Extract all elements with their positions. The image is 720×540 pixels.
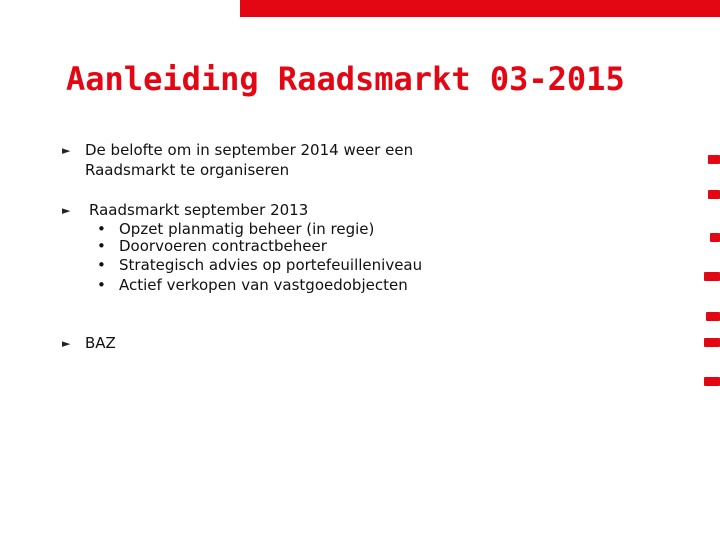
bullet-text: BAZ bbox=[85, 334, 116, 352]
slide-title: Aanleiding Raadsmarkt 03-2015 bbox=[66, 60, 625, 98]
bullet-arrow-icon: ► bbox=[62, 144, 71, 157]
side-accent-dash bbox=[706, 312, 720, 321]
bullet-text: Raadsmarkt te organiseren bbox=[85, 161, 290, 179]
bullet-text: De belofte om in september 2014 weer een bbox=[85, 141, 414, 159]
sub-bullet-item bbox=[97, 236, 327, 256]
sub-bullet-text: Actief verkopen van vastgoedobjecten bbox=[119, 276, 408, 294]
side-accent-dash bbox=[704, 377, 720, 386]
sub-bullet-item bbox=[97, 255, 422, 275]
side-accent-dash bbox=[708, 155, 720, 164]
sub-bullet-dot-icon: • bbox=[97, 256, 106, 274]
sub-bullet-text: Strategisch advies op portefeuilleniveau bbox=[119, 256, 423, 274]
sub-bullet-item bbox=[97, 275, 408, 295]
sub-bullet-dot-icon: • bbox=[97, 237, 106, 255]
side-accent-dash bbox=[710, 233, 720, 242]
sub-bullet-dot-icon: • bbox=[97, 220, 106, 238]
side-accent-dash bbox=[708, 190, 720, 199]
sub-bullet-text: Doorvoeren contractbeheer bbox=[119, 237, 327, 255]
bullet-arrow-icon: ► bbox=[62, 204, 71, 217]
bullet-text: Raadsmarkt september 2013 bbox=[89, 201, 309, 219]
sub-bullet-text: Opzet planmatig beheer (in regie) bbox=[119, 220, 375, 238]
side-accent-dash bbox=[704, 272, 720, 281]
top-accent-bar bbox=[240, 0, 720, 17]
bullet-arrow-icon: ► bbox=[62, 337, 71, 350]
side-accent-dash bbox=[704, 338, 720, 347]
sub-bullet-dot-icon: • bbox=[97, 276, 106, 294]
